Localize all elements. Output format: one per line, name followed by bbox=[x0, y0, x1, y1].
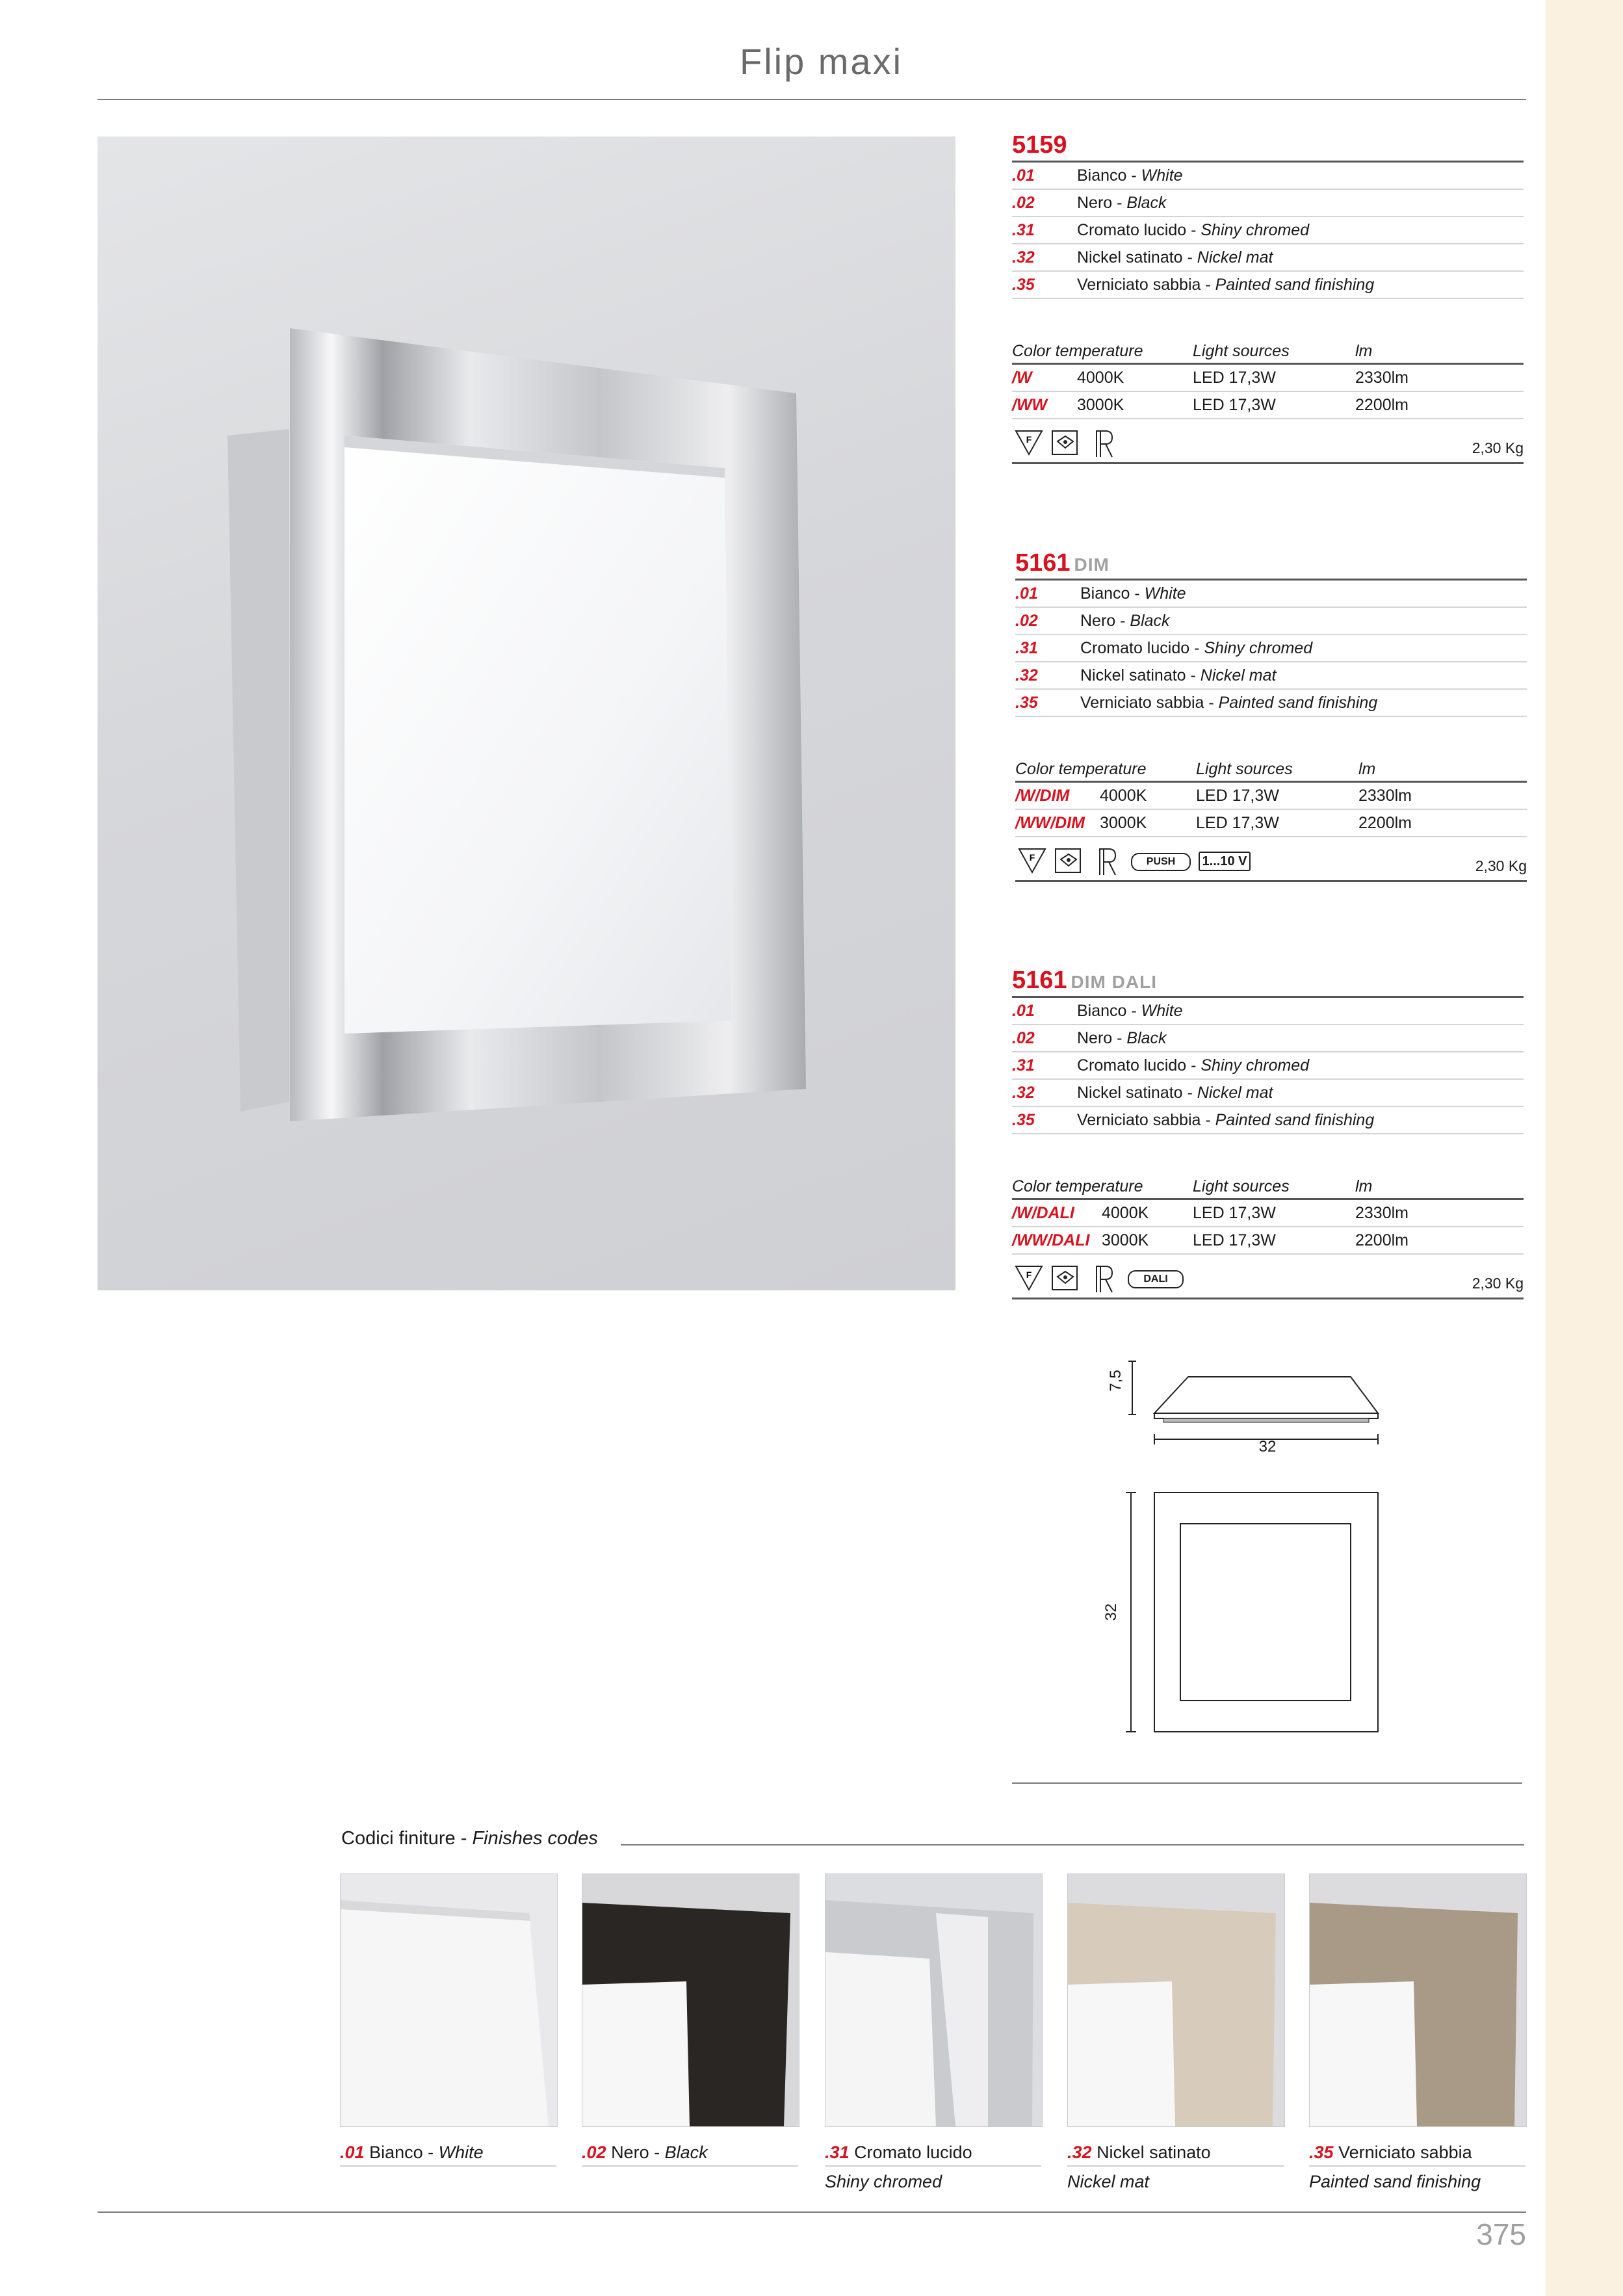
finish-sep: - bbox=[1182, 248, 1197, 267]
finish-code: .01 bbox=[1015, 584, 1038, 603]
finish-name-en: Nickel mat bbox=[1200, 666, 1277, 685]
finish-row bbox=[1012, 1080, 1524, 1107]
swatch-label-white bbox=[340, 2143, 556, 2167]
swatch-nickel-image bbox=[1068, 1874, 1284, 2126]
footer-rule bbox=[97, 2211, 1526, 2213]
finish-name-it: Nero bbox=[1077, 194, 1113, 212]
finish-code: .02 bbox=[1012, 194, 1035, 212]
finish-row bbox=[1015, 579, 1527, 608]
finish-code: .01 bbox=[1012, 1002, 1035, 1020]
product-code bbox=[1015, 549, 1527, 579]
finish-name-it: Nickel satinato bbox=[1080, 666, 1186, 685]
header-color-temperature: Color temperature bbox=[1015, 760, 1147, 778]
finish-name bbox=[1080, 581, 1186, 607]
depth-dimension: 32 bbox=[1102, 1603, 1120, 1621]
finish-name-en: Black bbox=[1130, 612, 1170, 630]
finish-code: .31 bbox=[1012, 1056, 1035, 1075]
finish-name bbox=[1077, 217, 1309, 243]
swatch-name-it: Nickel satinato bbox=[1097, 2143, 1211, 2162]
finish-name-it: Bianco bbox=[1080, 584, 1130, 603]
insulation-icon bbox=[1093, 1264, 1115, 1294]
finish-list bbox=[1015, 579, 1527, 717]
spec-row bbox=[1012, 365, 1524, 392]
insulation-icon bbox=[1096, 846, 1118, 876]
f-class-icon bbox=[1018, 846, 1046, 875]
spec-row bbox=[1012, 1227, 1524, 1255]
lumen-value: 2200lm bbox=[1355, 396, 1409, 414]
variant-code: /W/DALI bbox=[1012, 1204, 1074, 1222]
finish-name-it: Verniciato sabbia bbox=[1080, 694, 1204, 712]
lumen-value: 2330lm bbox=[1358, 787, 1412, 805]
swatch-underline bbox=[582, 2165, 798, 2167]
header-lumen: lm bbox=[1355, 342, 1373, 360]
light-source: LED 17,3W bbox=[1196, 787, 1279, 805]
page-title: Flip maxi bbox=[739, 41, 903, 82]
swatch-code: .02 bbox=[582, 2143, 606, 2162]
finish-sep: - bbox=[1189, 639, 1204, 657]
finish-name bbox=[1077, 244, 1273, 270]
finish-row bbox=[1012, 1107, 1524, 1134]
header-rule bbox=[97, 99, 1526, 100]
lumen-value: 2200lm bbox=[1355, 1231, 1409, 1249]
certification-icons bbox=[1015, 844, 1527, 882]
drawings-rule bbox=[1012, 1782, 1522, 1784]
finish-sep: - bbox=[1201, 1111, 1215, 1129]
header-color-temperature: Color temperature bbox=[1012, 1177, 1143, 1195]
finish-name-en: Nickel mat bbox=[1197, 1084, 1273, 1102]
side-color-band bbox=[1546, 0, 1623, 2296]
swatch-code: .01 bbox=[340, 2143, 365, 2162]
header-light-sources: Light sources bbox=[1196, 760, 1293, 778]
finish-name-it: Nickel satinato bbox=[1077, 1084, 1183, 1102]
swatch-label-chrome bbox=[825, 2143, 1041, 2192]
finish-row bbox=[1015, 608, 1527, 635]
finish-code: .32 bbox=[1012, 248, 1035, 267]
swatch-nickel bbox=[1067, 1873, 1285, 2127]
spec-table-header bbox=[1012, 339, 1524, 365]
swatch-underline bbox=[825, 2165, 1041, 2167]
header-lumen: lm bbox=[1355, 1177, 1373, 1195]
finish-name-en: Painted sand finishing bbox=[1215, 1111, 1375, 1129]
finish-name-en: Black bbox=[1126, 1029, 1167, 1047]
color-temperature: 4000K bbox=[1077, 369, 1124, 387]
finish-row bbox=[1015, 662, 1527, 690]
f-class-icon bbox=[1015, 428, 1043, 457]
lumen-value: 2330lm bbox=[1355, 1204, 1409, 1222]
voltage-dimming-badge: 1...10 V bbox=[1199, 852, 1251, 871]
finish-row bbox=[1012, 217, 1524, 244]
swatch-sand bbox=[1309, 1873, 1527, 2127]
svg-text:F: F bbox=[1026, 434, 1032, 445]
swatch-underline bbox=[340, 2165, 556, 2167]
lumen-value: 2330lm bbox=[1355, 369, 1409, 387]
swatch-black bbox=[582, 1873, 799, 2127]
insulation-icon bbox=[1093, 428, 1115, 458]
finishes-rule bbox=[621, 1844, 1524, 1846]
finish-name-it: Nickel satinato bbox=[1077, 248, 1183, 267]
finish-code: .35 bbox=[1012, 1111, 1035, 1129]
light-source: LED 17,3W bbox=[1193, 1231, 1276, 1249]
codes-label-sep: - bbox=[455, 1828, 473, 1849]
finish-name bbox=[1077, 998, 1183, 1024]
finish-name-it: Nero bbox=[1080, 612, 1116, 630]
finish-sep: - bbox=[1126, 1002, 1141, 1020]
product-code bbox=[1012, 967, 1524, 996]
finish-code: .32 bbox=[1012, 1084, 1035, 1102]
finish-code: .01 bbox=[1012, 166, 1035, 185]
finish-name bbox=[1080, 608, 1170, 634]
finish-sep: - bbox=[1201, 276, 1215, 294]
finish-name bbox=[1080, 662, 1276, 688]
color-temperature: 3000K bbox=[1100, 814, 1147, 832]
finish-name bbox=[1077, 1080, 1273, 1106]
finish-name-it: Verniciato sabbia bbox=[1077, 1111, 1201, 1129]
finish-row bbox=[1015, 690, 1527, 717]
header-color-temperature: Color temperature bbox=[1012, 342, 1143, 360]
product-weight: 2,30 Kg bbox=[1472, 1275, 1524, 1292]
color-temperature: 4000K bbox=[1100, 787, 1147, 805]
product-code-number: 5159 bbox=[1012, 131, 1067, 159]
finish-sep: - bbox=[1112, 1029, 1127, 1047]
finish-sep: - bbox=[1204, 694, 1219, 712]
finish-code: .35 bbox=[1012, 276, 1035, 294]
front-view-svg bbox=[1092, 1482, 1417, 1742]
product-code-suffix: DIM bbox=[1074, 554, 1110, 575]
install-box-icon bbox=[1054, 846, 1083, 875]
swatch-black-image bbox=[582, 1874, 799, 2126]
product-weight: 2,30 Kg bbox=[1472, 439, 1524, 456]
variant-code: /W bbox=[1012, 369, 1032, 387]
finish-name-it: Bianco bbox=[1077, 1002, 1127, 1020]
finish-name-en: Black bbox=[1126, 194, 1167, 212]
lamp-illustration bbox=[97, 137, 955, 1290]
finish-code: .31 bbox=[1012, 221, 1035, 239]
swatch-code: .31 bbox=[825, 2143, 850, 2162]
finish-name-it: Nero bbox=[1077, 1029, 1113, 1047]
swatch-name-it: Nero bbox=[611, 2143, 649, 2162]
push-dimming-badge: PUSH bbox=[1131, 853, 1191, 871]
swatch-name-it: Verniciato sabbia bbox=[1338, 2143, 1472, 2162]
variant-code: /WW bbox=[1012, 396, 1048, 414]
finish-name bbox=[1077, 163, 1183, 189]
finish-code: .02 bbox=[1012, 1029, 1035, 1047]
finish-name-en: White bbox=[1144, 584, 1186, 603]
finish-name-en: Shiny chromed bbox=[1201, 1056, 1310, 1075]
light-source: LED 17,3W bbox=[1193, 369, 1276, 387]
header-light-sources: Light sources bbox=[1193, 1177, 1290, 1195]
spec-row bbox=[1015, 783, 1527, 810]
swatch-sep: - bbox=[422, 2143, 439, 2162]
product-5161-dim-dali bbox=[1012, 967, 1524, 1299]
finish-row bbox=[1012, 161, 1524, 190]
product-code bbox=[1012, 131, 1524, 161]
height-dimension: 7,5 bbox=[1107, 1370, 1124, 1392]
finish-name-it: Cromato lucido bbox=[1080, 639, 1190, 657]
install-box-icon bbox=[1051, 1264, 1080, 1292]
certification-icons bbox=[1012, 426, 1524, 464]
swatch-underline bbox=[1067, 2165, 1284, 2167]
variant-code: /WW/DALI bbox=[1012, 1231, 1090, 1249]
finish-name-en: Painted sand finishing bbox=[1218, 694, 1378, 712]
page-number: 375 bbox=[1476, 2217, 1526, 2251]
finish-name-en: Shiny chromed bbox=[1201, 221, 1310, 239]
finish-row bbox=[1012, 272, 1524, 299]
finish-name-en: Shiny chromed bbox=[1204, 639, 1313, 657]
finish-name-it: Bianco bbox=[1077, 166, 1127, 185]
header-light-sources: Light sources bbox=[1193, 342, 1290, 360]
width-dimension: 32 bbox=[1258, 1438, 1277, 1455]
finish-sep: - bbox=[1182, 1084, 1197, 1102]
swatch-label-black bbox=[582, 2143, 798, 2167]
dali-badge: DALI bbox=[1128, 1270, 1184, 1288]
finish-name-en: Nickel mat bbox=[1197, 248, 1273, 267]
finish-code: .02 bbox=[1015, 612, 1038, 630]
finish-name-it: Cromato lucido bbox=[1077, 221, 1187, 239]
swatch-name-en: Black bbox=[664, 2143, 708, 2162]
finish-row bbox=[1012, 996, 1524, 1025]
swatch-label-sand bbox=[1309, 2143, 1526, 2192]
product-photo bbox=[97, 137, 955, 1290]
finish-sep: - bbox=[1186, 1056, 1201, 1075]
finish-row bbox=[1012, 244, 1524, 272]
finish-name bbox=[1080, 690, 1377, 716]
product-5161-dim bbox=[1015, 549, 1527, 882]
finish-name-it: Cromato lucido bbox=[1077, 1056, 1187, 1075]
spec-table-header bbox=[1015, 757, 1527, 783]
spec-row bbox=[1015, 810, 1527, 837]
swatch-code: .35 bbox=[1309, 2143, 1334, 2162]
swatch-sand-image bbox=[1310, 1874, 1526, 2126]
finish-name bbox=[1077, 1052, 1309, 1078]
swatch-white-image bbox=[341, 1874, 557, 2126]
finish-row bbox=[1012, 1052, 1524, 1080]
swatch-underline bbox=[1309, 2165, 1526, 2167]
swatch-name-it: Cromato lucido bbox=[854, 2143, 972, 2162]
finish-sep: - bbox=[1186, 666, 1201, 685]
install-box-icon bbox=[1051, 428, 1080, 457]
spec-row bbox=[1012, 392, 1524, 419]
side-view-drawing bbox=[1092, 1359, 1417, 1469]
finish-row bbox=[1015, 635, 1527, 662]
finish-name-en: Painted sand finishing bbox=[1215, 276, 1375, 294]
svg-text:F: F bbox=[1026, 1270, 1032, 1280]
front-view-drawing bbox=[1092, 1482, 1417, 1742]
color-temperature: 3000K bbox=[1077, 396, 1124, 414]
finish-name-it: Verniciato sabbia bbox=[1077, 276, 1201, 294]
finish-sep: - bbox=[1130, 584, 1145, 603]
finish-sep: - bbox=[1115, 612, 1130, 630]
finish-name-en: White bbox=[1141, 1002, 1183, 1020]
product-code-number: 5161 bbox=[1012, 967, 1067, 994]
spec-table-header bbox=[1012, 1175, 1524, 1200]
product-code-number: 5161 bbox=[1015, 549, 1071, 577]
finish-name bbox=[1077, 1107, 1374, 1133]
codes-label-en: Finishes codes bbox=[472, 1828, 598, 1849]
finish-list bbox=[1012, 996, 1524, 1134]
header-lumen: lm bbox=[1358, 760, 1376, 778]
product-code-suffix: DIM DALI bbox=[1071, 972, 1157, 992]
product-5159 bbox=[1012, 131, 1524, 464]
finish-name-en: White bbox=[1141, 166, 1183, 185]
finish-code: .31 bbox=[1015, 639, 1038, 657]
finish-sep: - bbox=[1186, 221, 1201, 239]
swatch-name-en: Shiny chromed bbox=[825, 2172, 942, 2191]
swatch-name-en: Nickel mat bbox=[1067, 2172, 1150, 2191]
f-class-icon bbox=[1015, 1264, 1043, 1292]
swatch-sep: - bbox=[649, 2143, 665, 2162]
finish-sep: - bbox=[1126, 166, 1141, 185]
color-temperature: 4000K bbox=[1102, 1204, 1149, 1222]
swatch-chrome bbox=[825, 1873, 1043, 2127]
finishes-codes-label bbox=[341, 1828, 598, 1849]
light-source: LED 17,3W bbox=[1193, 1204, 1276, 1222]
swatch-white bbox=[340, 1873, 558, 2127]
finish-name bbox=[1077, 272, 1374, 298]
finish-code: .35 bbox=[1015, 694, 1038, 712]
variant-code: /WW/DIM bbox=[1015, 814, 1085, 832]
swatch-name-en: White bbox=[438, 2143, 484, 2162]
certification-icons bbox=[1012, 1261, 1524, 1299]
finish-name bbox=[1077, 1025, 1167, 1051]
finish-code: .32 bbox=[1015, 666, 1038, 685]
light-source: LED 17,3W bbox=[1196, 814, 1279, 832]
finish-name bbox=[1077, 190, 1167, 216]
variant-code: /W/DIM bbox=[1015, 787, 1070, 805]
lumen-value: 2200lm bbox=[1358, 814, 1412, 832]
product-weight: 2,30 Kg bbox=[1475, 857, 1527, 874]
swatch-name-it: Bianco bbox=[369, 2143, 423, 2162]
finish-row bbox=[1012, 190, 1524, 217]
swatch-chrome-image bbox=[825, 1874, 1042, 2126]
svg-text:F: F bbox=[1029, 852, 1035, 863]
finish-list bbox=[1012, 161, 1524, 299]
spec-row bbox=[1012, 1200, 1524, 1227]
swatch-label-nickel bbox=[1067, 2143, 1284, 2192]
color-temperature: 3000K bbox=[1102, 1231, 1149, 1249]
swatch-name-en: Painted sand finishing bbox=[1309, 2172, 1481, 2191]
codes-label-it: Codici finiture bbox=[341, 1828, 456, 1849]
finish-row bbox=[1012, 1025, 1524, 1052]
finish-sep: - bbox=[1112, 194, 1127, 212]
finish-name bbox=[1080, 635, 1312, 661]
swatch-code: .32 bbox=[1067, 2143, 1092, 2162]
light-source: LED 17,3W bbox=[1193, 396, 1276, 414]
